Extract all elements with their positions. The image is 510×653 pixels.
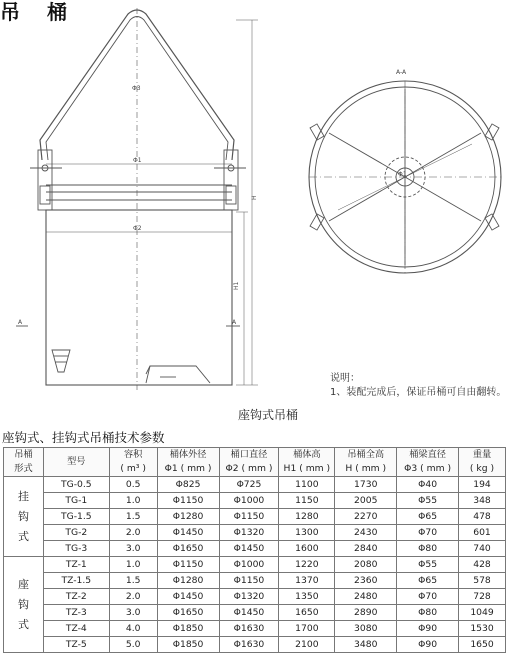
table-cell: TZ-3 [43, 605, 109, 621]
table-cell: 1370 [279, 573, 335, 589]
label-phi1: Φ1 [133, 157, 142, 164]
table-cell: TZ-4 [43, 621, 109, 637]
label-h: H [251, 195, 258, 200]
table-cell: 1650 [279, 605, 335, 621]
table-cell: 2.0 [109, 525, 157, 541]
label-a-right: A [232, 319, 237, 326]
header-unit: Φ3 ( mm ) [404, 463, 452, 474]
table-cell: Φ1280 [157, 509, 219, 525]
group-label [4, 477, 44, 557]
table-cell: 5.0 [109, 637, 157, 653]
table-row [4, 605, 506, 621]
table-cell: 1.5 [109, 509, 157, 525]
header-label: 桶口直径 [230, 449, 268, 460]
label-section-aa: A-A [396, 69, 407, 76]
header-unit: 形式 [14, 463, 33, 474]
table-cell: Φ80 [397, 605, 459, 621]
table-row [4, 573, 506, 589]
table-cell: TG-1.5 [43, 509, 109, 525]
table-cell: Φ1850 [157, 637, 219, 653]
table-cell: 1150 [279, 493, 335, 509]
label-phi2: Φ2 [133, 225, 142, 232]
table-cell: 3.0 [109, 541, 157, 557]
table-cell: 1100 [279, 477, 335, 493]
notes-line-1: 1、装配完成后，保证吊桶可自由翻转。 [330, 387, 507, 398]
label-phi3: Φ3 [132, 85, 141, 92]
table-cell: Φ1450 [219, 541, 279, 557]
table-cell: 3.0 [109, 605, 157, 621]
table-cell: 1280 [279, 509, 335, 525]
table-cell: 1350 [279, 589, 335, 605]
drawing-caption: 座钩式吊桶 [238, 408, 299, 422]
table-header-cell [109, 448, 157, 477]
header-label: 桶梁直径 [409, 449, 446, 460]
table-header-cell [43, 448, 109, 477]
table-cell: Φ1000 [219, 557, 279, 573]
header-unit: ( kg ) [469, 463, 495, 474]
table-row [4, 589, 506, 605]
table-cell: 1650 [459, 637, 506, 653]
table-cell: 0.5 [109, 477, 157, 493]
table-cell: Φ1320 [219, 525, 279, 541]
table-cell: 2080 [335, 557, 397, 573]
label-h1: H1 [233, 281, 240, 290]
table-cell: Φ1650 [157, 605, 219, 621]
label-a-left: A [18, 319, 23, 326]
table-cell: Φ55 [397, 493, 459, 509]
table-cell: Φ1320 [219, 589, 279, 605]
table-cell: 728 [459, 589, 506, 605]
table-cell: 3480 [335, 637, 397, 653]
group-label-char: 式 [17, 617, 29, 631]
table-cell: 1220 [279, 557, 335, 573]
header-label: 桶体外径 [169, 449, 207, 460]
table-cell: Φ90 [397, 621, 459, 637]
header-label: 桶体高 [293, 449, 321, 460]
group-label [4, 557, 44, 653]
group-label-char: 钩 [17, 509, 29, 523]
table-cell: 1.5 [109, 573, 157, 589]
header-unit: H ( mm ) [345, 463, 387, 474]
table-cell: 1530 [459, 621, 506, 637]
table-cell: 428 [459, 557, 506, 573]
table-cell: 194 [459, 477, 506, 493]
table-cell: 2005 [335, 493, 397, 509]
spec-table-header [4, 448, 506, 477]
table-cell: Φ80 [397, 541, 459, 557]
header-unit: Φ2 ( mm ) [225, 463, 273, 474]
notes-heading: 说明： [330, 373, 360, 384]
table-cell: Φ90 [397, 637, 459, 653]
table-cell: Φ1150 [219, 509, 279, 525]
label-phi-section: Φ1 [398, 171, 407, 178]
table-cell: Φ65 [397, 509, 459, 525]
table-cell: 1300 [279, 525, 335, 541]
table-row [4, 557, 506, 573]
table-cell: TG-2 [43, 525, 109, 541]
table-cell: 2480 [335, 589, 397, 605]
table-cell: Φ1150 [157, 557, 219, 573]
table-row [4, 525, 506, 541]
table-cell: Φ1000 [219, 493, 279, 509]
header-unit: H1 ( mm ) [283, 463, 331, 474]
table-cell: 3080 [335, 621, 397, 637]
table-cell: TG-3 [43, 541, 109, 557]
table-cell: Φ70 [397, 525, 459, 541]
table-row [4, 637, 506, 653]
table-cell: Φ65 [397, 573, 459, 589]
table-cell: TZ-1 [43, 557, 109, 573]
table-cell: TZ-5 [43, 637, 109, 653]
table-cell: Φ1280 [157, 573, 219, 589]
table-cell: 2890 [335, 605, 397, 621]
table-cell: 1049 [459, 605, 506, 621]
table-cell: 2430 [335, 525, 397, 541]
table-cell: 740 [459, 541, 506, 557]
table-cell: 601 [459, 525, 506, 541]
table-cell: Φ55 [397, 557, 459, 573]
table-cell: Φ1630 [219, 637, 279, 653]
table-cell: Φ1630 [219, 621, 279, 637]
table-header-cell [157, 448, 219, 477]
spec-table [3, 447, 506, 653]
table-cell: TG-1 [43, 493, 109, 509]
table-cell: 1730 [335, 477, 397, 493]
group-label-char: 钩 [17, 597, 29, 611]
bottom-cone [52, 350, 70, 372]
table-row [4, 621, 506, 637]
table-cell: 2270 [335, 509, 397, 525]
table-title: 座钩式、挂钩式吊桶技术参数 [2, 430, 165, 445]
table-cell: Φ1850 [157, 621, 219, 637]
table-row [4, 493, 506, 509]
group-label-char: 座 [17, 577, 29, 591]
header-label: 吊桶 [14, 449, 33, 460]
table-cell: 1.0 [109, 557, 157, 573]
table-cell: 4.0 [109, 621, 157, 637]
table-cell: 1.0 [109, 493, 157, 509]
table-cell: Φ725 [219, 477, 279, 493]
table-row [4, 509, 506, 525]
group-label-char: 式 [17, 529, 29, 543]
header-unit: Φ1 ( mm ) [164, 463, 212, 474]
table-header-cell [4, 448, 44, 477]
table-cell: 1600 [279, 541, 335, 557]
header-unit: ( m³ ) [120, 463, 146, 474]
group-label-char: 挂 [17, 489, 29, 503]
table-header-cell [279, 448, 335, 477]
table-cell: 2840 [335, 541, 397, 557]
table-cell: 1700 [279, 621, 335, 637]
table-cell: Φ1650 [157, 541, 219, 557]
table-cell: Φ1450 [157, 589, 219, 605]
table-cell: Φ70 [397, 589, 459, 605]
spec-table-body [4, 477, 506, 653]
header-label: 容积 [123, 449, 143, 460]
table-cell: 348 [459, 493, 506, 509]
table-cell: Φ1450 [157, 525, 219, 541]
table-cell: TZ-2 [43, 589, 109, 605]
bucket-body [46, 210, 232, 385]
table-row [4, 477, 506, 493]
page-title: 吊 桶 [0, 0, 77, 24]
table-cell: TG-0.5 [43, 477, 109, 493]
header-label: 重量 [472, 449, 492, 460]
table-cell: Φ1450 [219, 605, 279, 621]
table-cell: TZ-1.5 [43, 573, 109, 589]
table-header-cell [335, 448, 397, 477]
table-cell: 578 [459, 573, 506, 589]
table-cell: 478 [459, 509, 506, 525]
table-header-cell [219, 448, 279, 477]
table-cell: Φ40 [397, 477, 459, 493]
table-cell: Φ1150 [219, 573, 279, 589]
header-label: 吊桶全高 [347, 449, 385, 460]
table-cell: 2360 [335, 573, 397, 589]
table-cell: Φ825 [157, 477, 219, 493]
table-cell: 2.0 [109, 589, 157, 605]
header-label: 型号 [67, 456, 86, 467]
table-cell: Φ1150 [157, 493, 219, 509]
drawing-notes [330, 372, 506, 400]
table-header-cell [397, 448, 459, 477]
table-header-cell [459, 448, 506, 477]
table-cell: 2100 [279, 637, 335, 653]
table-row [4, 541, 506, 557]
